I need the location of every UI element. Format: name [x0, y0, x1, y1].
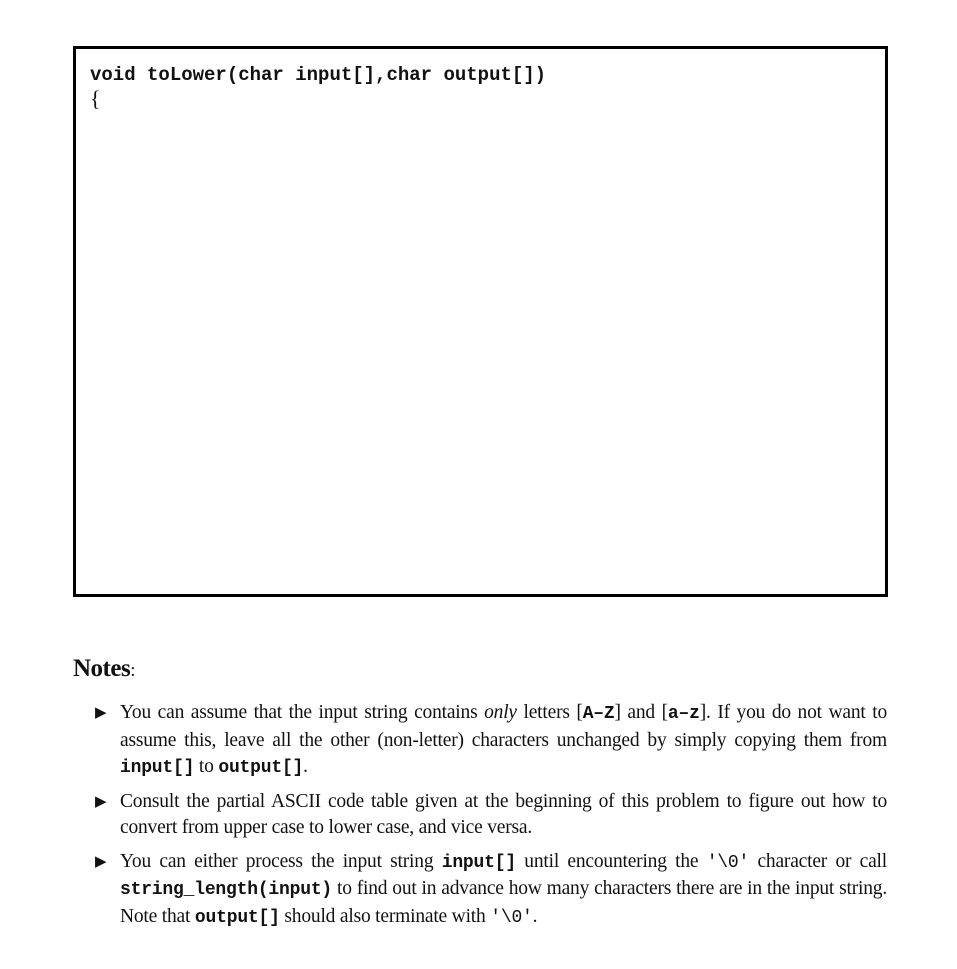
note-item [95, 700, 887, 782]
emphasis: only [484, 702, 517, 723]
text: You can assume that the input string contains [120, 702, 485, 723]
inline-code: input[] [120, 758, 195, 778]
open-brace: { [90, 86, 101, 111]
answer-code-box [73, 46, 888, 597]
inline-code: input[] [441, 852, 516, 873]
notes-heading-text: Notes [73, 655, 131, 682]
note-item [95, 849, 887, 932]
function-signature: void toLower(char input[],char output[]) [90, 64, 547, 86]
notes-colon: : [130, 660, 135, 681]
note-item [95, 789, 887, 842]
text: to [194, 756, 219, 777]
inline-code: string_length(input) [120, 880, 333, 900]
text: ] and [ [614, 702, 668, 723]
text: should also terminate with [279, 905, 491, 927]
inline-code: output[] [194, 907, 280, 928]
inline-code: '\0' [490, 907, 533, 928]
text: You can either process the input string [120, 850, 442, 872]
bullet-triangle-icon: ▶ [95, 853, 107, 870]
inline-code: '\0' [706, 852, 750, 873]
notes-heading [73, 655, 135, 683]
text: letters [ [516, 702, 583, 723]
bullet-triangle-icon: ▶ [95, 793, 107, 810]
inline-code: A–Z [582, 704, 615, 724]
bullet-triangle-icon: ▶ [95, 705, 107, 721]
text: . [303, 756, 308, 777]
text: to find out in advance how many characters there are in the input string. Note that [120, 878, 887, 927]
text: Consult the partial ASCII code table given at the beginning of this problem to figure out how to convert from upper case to lower case, and vice versa. [120, 790, 887, 838]
inline-code: a–z [667, 704, 700, 724]
inline-code: output[] [218, 758, 304, 778]
text: character or call [749, 850, 887, 872]
text: . [532, 905, 538, 927]
notes-list [95, 700, 887, 938]
text: until encountering the [515, 850, 707, 872]
code-block [90, 63, 546, 113]
text: ]. If you do not want to assume this, leave all the other (non-letter) characters unchanged by simply copying them from [120, 702, 887, 751]
